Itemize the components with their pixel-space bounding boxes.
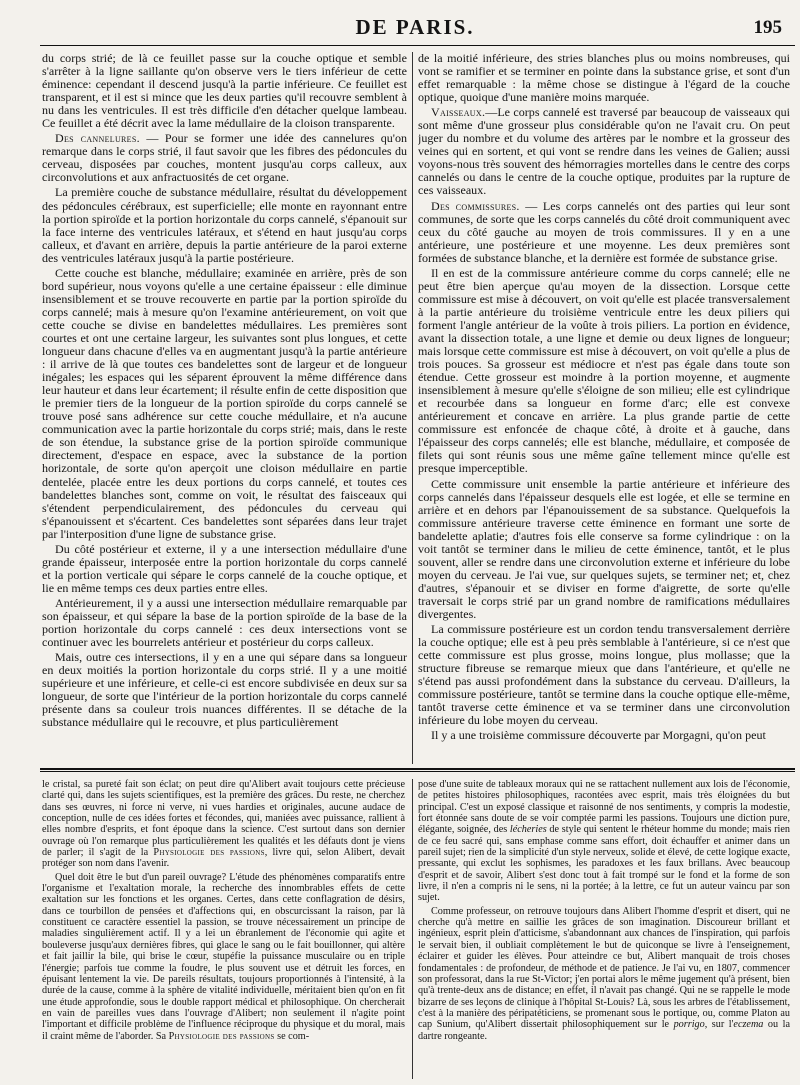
italic-word: porrigo [673,1019,705,1031]
feuilleton-rule-thin [40,771,795,772]
section-heading: Vaisseaux. [431,105,486,120]
paragraph: Comme professeur, on retrouve toujours dans Alibert l'homme d'esprit et disert, qui ne cherche qu'à mettre en saillie les grâces de son imagination. Discoureur brillant et ingénieux, esprit plein d'atticisme, s'abandonnant aux chances de l'inspiration, qui parfois le servait bien, il oubliait complètement le but de quiconque se livre à l'enseignement, éclairer et guider les élèves. Pour atteindre ce but, Alibert manquait de trois choses fondamentales : de profondeur, de méthode et de patience. Je l'ai vu, en 1807, commencer son professorat, dans la rue St-Victor; j'en portai alors le même jugement qu'à présent, bien qu'à trente-deux ans de distance; en effet, il n'avait pas changé. Qui ne se rappelle le mode bizarre de ses leçons de clinique à l'hôpital St-Louis? Là, sous les arbres de l'établissement, c'est à la manière des péripatéticiens, se promenant sous le portique, ou, comme Platon au cap Sunium, qu'Alibert dissertait philosophiquement sur le porrigo, sur l'eczema ou la dartre rongeante. [418,905,790,1042]
paragraph: de la moitié inférieure, des stries blanches plus ou moins nombreuses, qui vont se ramifier et se terminer en pointe dans la substance grise, et sont d'un effet remarquable : la même chose se distingue à l'égard de la couche optique, quoique d'une manière moins marquée. [418,52,790,105]
italic-word: lécheries [509,824,547,836]
book-title: Physiologie des passions [168,1030,275,1042]
feuilleton-rule [40,768,795,770]
paragraph: Des commissures. — Les corps cannelés ont des parties qui leur sont communes, de sorte que les corps cannelés du côté droit communiquent avec ceux du côté gauche au moyen de trois commissures. Il y en a une antérieure, une postérieure et une moyenne. Les deux premières sont formées de substance blanche, et la dernière est formée de substance grise. [418,198,790,265]
section-heading: Des commissures. [431,198,520,213]
book-title: Physiologie des passions [153,847,265,859]
feuilleton-column-right [418,779,790,1079]
feuilleton-column-left [42,779,405,1079]
italic-word: eczema [733,1019,764,1031]
paragraph: pose d'une suite de tableaux moraux qui ne se rattachent nullement aux lois de l'économie, de petites histoires philosophiques, racontées avec esprit, mais très éloignées du but principal. C'est un exposé classique et raisonné de nos sentiments, y compris la modestie, fort étonnée sans doute de se voir comptée parmi les passions. Toujours une diction pure, élégante, soignée, des lécheries de style qui sentent le rhéteur homme du monde; mais rien de ce feu sacré qui, sans emphase comme sans effort, doit échauffer et animer dans un pareil sujet; rien de la simplicité d'un style nerveux, solide et élevé, de cette logique exacte, pressante, qui exclut les sophismes, les paradoxes et les faux brillans. Avec beaucoup d'esprit et de savoir, Alibert s'est donc tout à fait trompé sur le fond et la forme de son livre, il n'en a compris ni le sens, ni la portée; à la lettre, ce fut un auteur vaincu par son sujet. [418,779,790,904]
paragraph: Du côté postérieur et externe, il y a une intersection médullaire d'une grande épaisseur, interposée entre la portion horizontale du corps cannelé et la portion verticale qui sépare le corps cannelé de la couche optique, et lie en même temps ces deux parties entre elles. [42,541,407,595]
paragraph: Vaisseaux.—Le corps cannelé est traversé par beaucoup de vaisseaux qui sont même d'une grosseur plus considérable qu'on ne l'avait cru. On peut juger du nombre et du volume des artères par le nombre et la grosseur des veines qui en sortent, et qui vont se rendre dans les veines de Galien; aussi voyons-nous très souvent des hémorragies mortelles dans le centre des corps cannelés ou dans le centre de la couche optique, produites par la rupture de ces vaisseaux. [418,105,790,198]
paragraph: Il en est de la commissure antérieure comme du corps cannelé; elle ne peut être bien aperçue qu'au moyen de la dissection. Lorsque cette commissure est mise à découvert, on voit qu'elle est placée transversalement à la partie antérieure du troisième ventricule entre les deux piliers qui forment l'angle antérieur de la voûte à trois piliers. La portion en évidence, avant la dissection totale, a une ligne et demie ou deux lignes de longueur; mais lorsque cette commissure est mise à découvert, on voit qu'elle a plus de trois pouces. Sa grosseur est médiocre et n'est pas égale dans toute son étendue. Cette grosseur est moindre à la portion moyenne, et augmente insensiblement à mesure qu'elle s'éloigne de son milieu; elle est cylindrique et recourbée dans sa longueur en forme d'arc; elle est convexe antérieurement et concave en arrière. La plus grande partie de cette commissure est enfoncée de chaque côté, à droite et à gauche, dans l'épaisseur des corps cannelés; elle est blanche, médullaire, et composée de filets qui sont réunis sous une même gaîne tellement mince qu'elle est presque imperceptible. [418,265,790,476]
paragraph: La commissure postérieure est un cordon tendu transversalement derrière la couche optique; elle est à peu près semblable à l'antérieure, si ce n'est que cette commissure est plus grosse, moins longue, plus mollasse; que la structure fibreuse se remarque mieux que dans l'antérieure, et qu'elle ne s'étend pas aussi profondément dans la substance du cerveau. D'ailleurs, la commissure postérieure, tantôt se termine dans la couche optique elle-même, tantôt traverse cette éminence et va se terminer dans une circonvolution inférieure du lobe moyen du cerveau. [418,622,790,728]
column-divider [412,779,413,1079]
article-column-right [418,52,790,764]
paragraph: Cette couche est blanche, médullaire; examinée en arrière, près de son bord supérieur, nous voyons qu'elle a une certaine épaisseur : elle diminue insensiblement et se trouve recouverte en partie par la portion spiroïde du corps cannelé; mais à mesure qu'on l'examine antérieurement, on voit que cette couche se divise en bandelettes médullaires. Les premières sont courtes et ont une certaine largeur, les suivantes sont plus longues, et cette longueur dans chacune d'elles va en augmentant jusqu'à la partie antérieure : il arrive de là que toutes ces bandelettes sont de largeur et de longueur inégales; les espaces qui les séparent éprouvent la même différence dans leur hauteur et dans leur écartement; il résulte enfin de cette disposition que le premier tiers de la longueur de la portion spiroïde du corps cannelé se trouve posé sans adhérence sur cette couche médullaire, et n'a aucune communication avec la partie horizontale du corps strié; mais, dans le reste de son étendue, la substance grise de la portion spiroïde communique directement, d'espace en espace, avec la substance de la portion horizontale, de sorte qu'on aperçoit une cloison médullaire en partie dentelée, placée entre les deux portions du corps cannelé, et toutes ces bandelettes blanches sont, comme on voit, le résultat des faisceaux qui s'étendent perpendiculairement, des pédoncules du cerveau qui s'épanouissent et s'écartent. Ces bandelettes sont séparées dans leur trajet par l'interposition d'une ligne de substance grise. [42,265,407,541]
paragraph: du corps strié; de là ce feuillet passe sur la couche optique et semble s'arrêter à la ligne saillante qu'on observe vers le tiers inférieur de cette éminence: cependant il descend jusqu'à la partie inférieure. Ce feuillet est transparent, et il est si mince que les deux parties qu'il recouvre semblent à nu dans les ventricules. Il est très difficile d'en détacher quelque lambeau. Ce feuillet a été décrit avec la lame médullaire de la cloison transparente. [42,52,407,131]
header-rule [40,45,795,46]
paragraph: Il y a une troisième commissure découverte par Morgagni, qu'on peut [431,728,766,743]
paragraph: Cette commissure unit ensemble la partie antérieure et inférieure des corps cannelés dans l'épaisseur desquels elle est logée, et elle se termine en arrière et en dehors par l'épanouissement de sa substance. Quelquefois la commissure antérieure traverse cette éminence en formant une sorte de bandelette aplatie; d'autres fois elle conserve sa forme cylindrique : on la voit tantôt se terminer dans le milieu de cette éminence, tantôt, et le plus souvent, aller se rendre dans une circonvolution externe et inférieure du lobe moyen du cerveau. Je l'ai vue, sur quelques sujets, se terminer net; et, chez d'autres, s'épanouir et se diviser en forme d'aigrette, de sorte qu'elle traversait le corps strié par un grand nombre de ramifications médullaires divergentes. [418,476,790,621]
running-title: DE PARIS. [355,15,475,39]
paragraph: Mais, outre ces intersections, il y en a une qui sépare dans sa longueur en deux moitiés la portion horizontale du corps strié. Il y a une moitié supérieure et une inférieure, et celle-ci est encore subdivisée en deux sur sa longueur, de sorte que l'intérieur de la portion horizontale du corps cannelé présente dans sa couleur trois nuances différentes. Il se détache de la substance médullaire qui le recouvre, et plus particulièrement [42,650,407,730]
paragraph: Des cannelures. — Pour se former une idée des cannelures qu'on remarque dans le corps strié, il faut savoir que les fibres des pédoncules du cerveau, disposées par couches, montent jusqu'au corps calleux, aux circonvolutions et aux anfractuosités de cet organe. [42,131,407,185]
page-header [40,14,790,42]
article-column-left [42,52,407,764]
paragraph: le cristal, sa pureté fait son éclat; on peut dire qu'Alibert avait toujours cette précieuse clarté qui, dans les sujets scientifiques, est la première des grâces. Du reste, ne cherchez dans ses œuvres, ni force ni verve, ni vues hardies et originales, aucune audace de conception, nulle de ces idées fortes et fécondes, qui, maniées avec puissance, rallient à elles nombre d'esprits, et font époque dans la science. C'est surtout dans son dernier ouvrage où l'on remarque plus particulièrement les qualités et les défauts dont je viens de parler; il s'agit de la Physiologie des passions, livre qui, selon Alibert, devait protéger son nom dans l'avenir. [42,779,405,870]
column-divider [412,52,413,764]
page-number: 195 [753,17,782,38]
paragraph: La première couche de substance médullaire, résultat du développement des pédoncules cérébraux, est superficielle; elle monte en rayonnant entre la portion spiroïde et la portion horizontale du corps cannelé, s'épanouit sur la face interne des ventricules latéraux, et s'étend en haut jusqu'au corps calleux, et d'avant en arrière, depuis la partie antérieure de la paroi externe des ventricules latéraux jusqu'à la partie postérieure. [42,185,407,265]
paragraph: Antérieurement, il y a aussi une intersection médullaire remarquable par son épaisseur, et qui sépare la base de la portion spiroïde de la base de la portion horizontale du corps cannelé : ces deux intersections vont se continuer avec les bourrelets antérieur et postérieur du corps calleux. [42,595,407,650]
paragraph: Quel doit être le but d'un pareil ouvrage? L'étude des phénomènes comparatifs entre l'organisme et l'exaltation morale, la recherche des innombrables effets de cette exaltation sur les fonctions et les organes. Certes, dans cette conflagration de désirs, dans ce tourbillon de pensées et d'affections qui, en obscurcissant la raison, par là constituent ce caractère essentiel la passion, se trouve nécessairement un principe de maladies singulièrement actif. Il y a lei un ébranlement de l'économie qui agite et bouleverse jusqu'aux dernières fibres, qui glace le sang ou le fait bouillonner, qui altère et fait jaillir la bile, qui brise le cœur, stupéfie la puissance musculaire ou en triple l'énergie; parfois tue comme la foudre, le plus souvent use et détruit les forces, en épuisant lentement la vie. De pareils résultats, toujours proportionnés à l'intensité, à la durée de la cause, comme à la sphère de vitalité individuelle, méritaient bien qu'on en fit une étude approfondie, sous le double rapport médical et philosophique. On chercherait en vain de pareilles vues dans l'ouvrage d'Alibert; non seulement il n'agite point l'important et difficile problème de l'influence réciproque du physique et du moral, mais il craint même de l'aborder. Sa Physiologie des passions se com- [42,871,405,1042]
section-heading: Des cannelures. [55,131,140,146]
